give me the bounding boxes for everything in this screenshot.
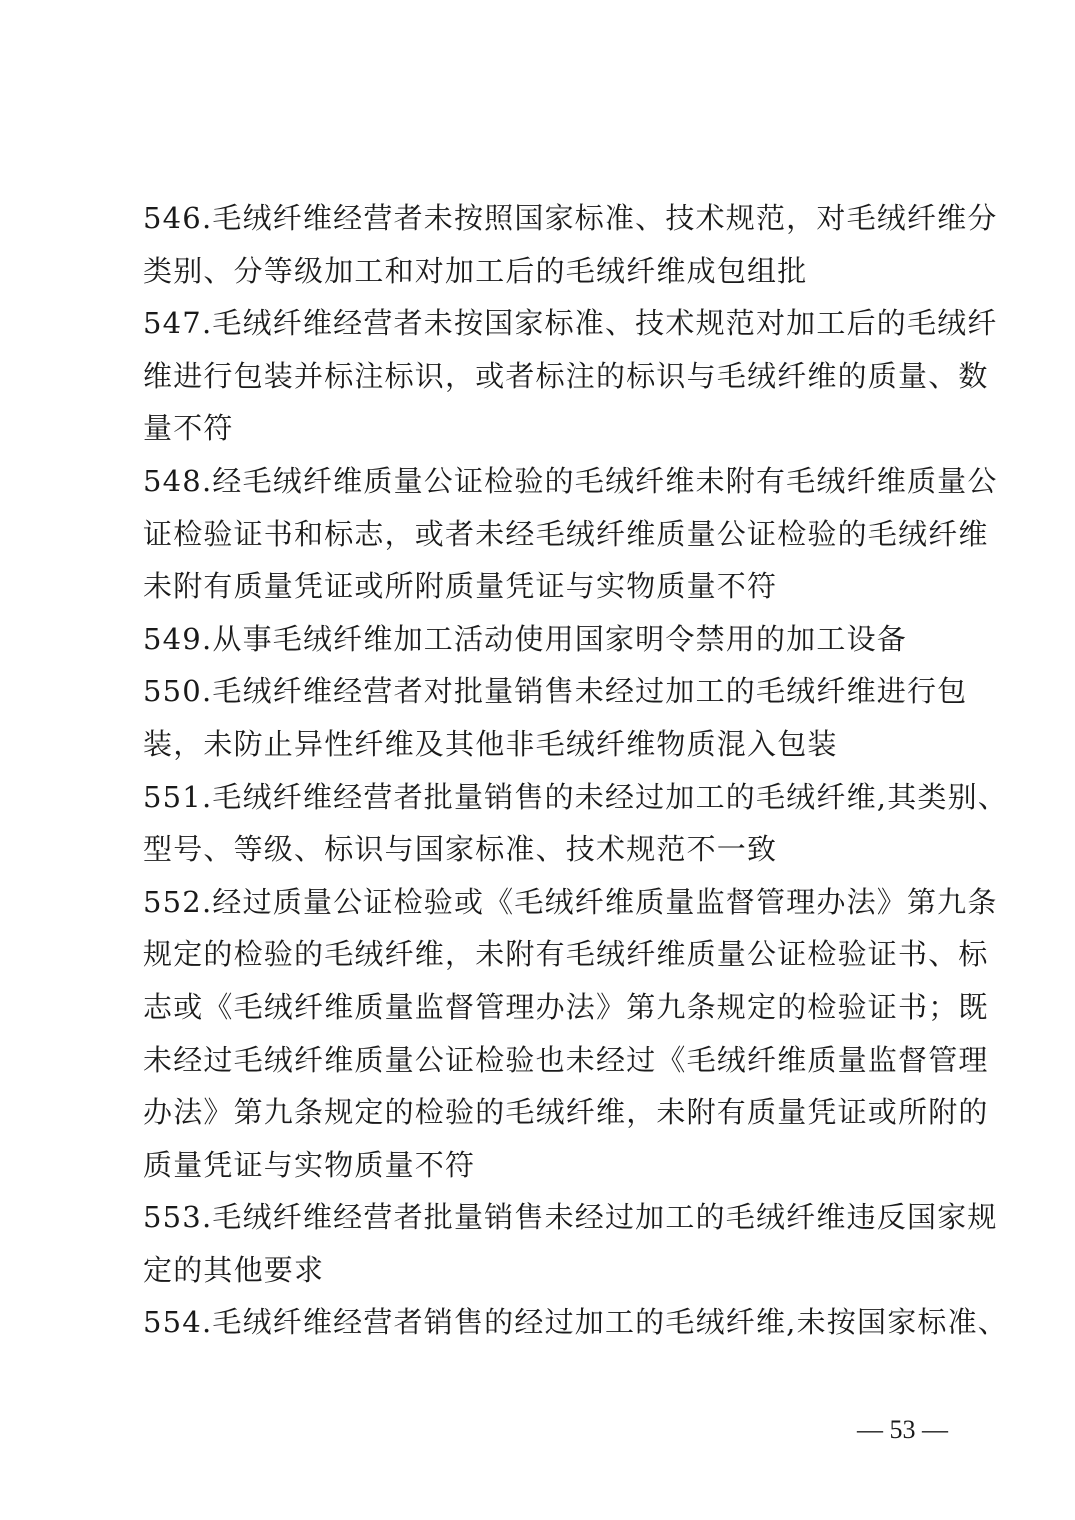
text-line: 548.经毛绒纤维质量公证检验的毛绒纤维未附有毛绒纤维质量公	[143, 463, 998, 498]
text-line: 546.毛绒纤维经营者未按照国家标准、技术规范，对毛绒纤维分	[143, 201, 998, 235]
text-line: 维进行包装并标注标识，或者标注的标识与毛绒纤维的质量、数	[143, 358, 989, 393]
text-line: 551.毛绒纤维经营者批量销售的未经过加工的毛绒纤维,其类别、	[143, 779, 1008, 814]
body-text	[143, 192, 1008, 1349]
text-line: 552.经过质量公证检验或《毛绒纤维质量监督管理办法》第九条	[143, 884, 998, 919]
text-line: 办法》第九条规定的检验的毛绒纤维，未附有质量凭证或所附的	[143, 1095, 989, 1130]
text-line: 定的其他要求	[143, 1252, 325, 1287]
text-line: 证检验证书和标志，或者未经毛绒纤维质量公证检验的毛绒纤维	[143, 516, 989, 551]
text-line: 志或《毛绒纤维质量监督管理办法》第九条规定的检验证书；既	[143, 989, 989, 1024]
text-line: 554.毛绒纤维经营者销售的经过加工的毛绒纤维,未按国家标准、	[143, 1305, 1008, 1340]
text-line: 质量凭证与实物质量不符	[143, 1147, 476, 1182]
text-line: 547.毛绒纤维经营者未按国家标准、技术规范对加工后的毛绒纤	[143, 306, 998, 341]
text-line: 型号、等级、标识与国家标准、技术规范不一致	[143, 832, 778, 867]
text-line: 规定的检验的毛绒纤维，未附有毛绒纤维质量公证检验证书、标	[143, 937, 989, 972]
text-line: 量不符	[143, 411, 234, 446]
text-line: 549.从事毛绒纤维加工活动使用国家明令禁用的加工设备	[143, 621, 907, 656]
text-line: 550.毛绒纤维经营者对批量销售未经过加工的毛绒纤维进行包	[143, 674, 968, 709]
text-line: 未经过毛绒纤维质量公证检验也未经过《毛绒纤维质量监督管理	[143, 1042, 989, 1077]
text-line: 装，未防止异性纤维及其他非毛绒纤维物质混入包装	[143, 726, 838, 761]
text-line: 553.毛绒纤维经营者批量销售未经过加工的毛绒纤维违反国家规	[143, 1200, 998, 1235]
text-line: 类别、分等级加工和对加工后的毛绒纤维成包组批	[143, 253, 808, 288]
text-line: 未附有质量凭证或所附质量凭证与实物质量不符	[143, 569, 778, 604]
page-number: — 53 —	[857, 1415, 948, 1444]
